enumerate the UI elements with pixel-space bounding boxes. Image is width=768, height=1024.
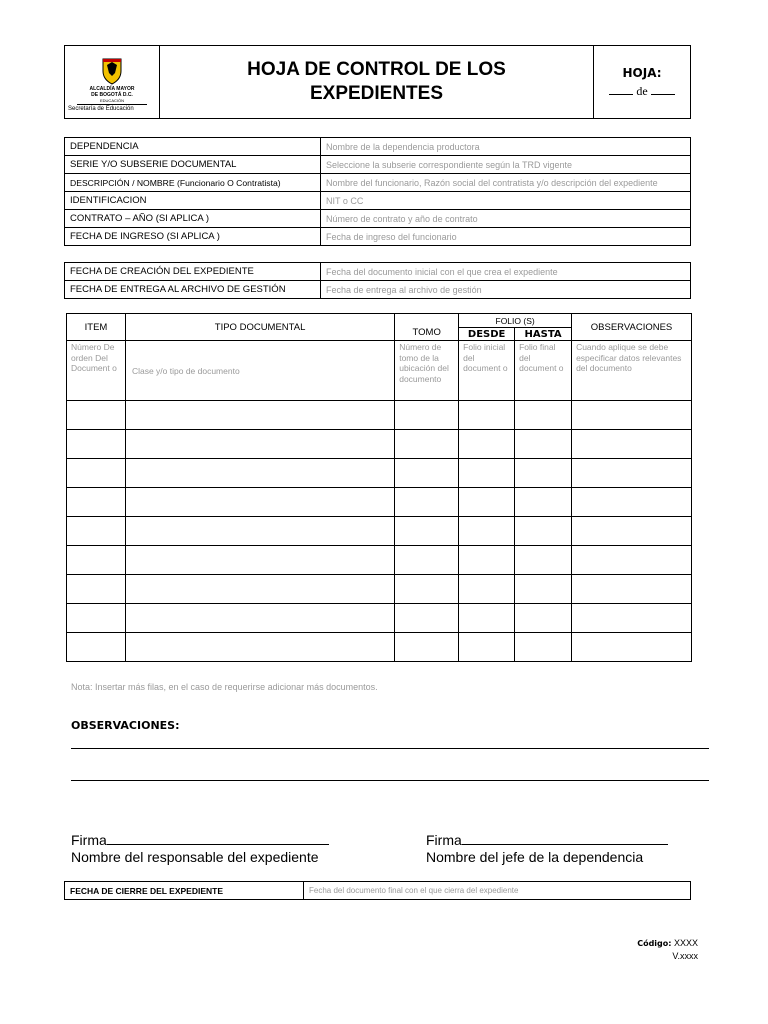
info-value-field[interactable]: Seleccione la subserie correspondiente según la TRD vigente: [321, 156, 691, 174]
cell-tipo[interactable]: [125, 633, 394, 662]
info-label: DESCRIPCIÓN / NOMBRE (Funcionario O Contratista): [65, 174, 321, 192]
cell-item[interactable]: [67, 401, 126, 430]
cell-hasta[interactable]: [515, 430, 572, 459]
col-header-folio: FOLIO (S): [459, 314, 572, 328]
cell-desde[interactable]: [459, 517, 515, 546]
expedient-dates-table: [64, 262, 691, 299]
info-value-field[interactable]: Fecha de ingreso del funcionario: [321, 228, 691, 246]
cell-tipo[interactable]: [125, 546, 394, 575]
cell-tomo[interactable]: [395, 488, 459, 517]
cell-item[interactable]: [67, 633, 126, 662]
info-label: FECHA DE ENTREGA AL ARCHIVO DE GESTIÓN: [65, 281, 321, 299]
signature-name: Nombre del jefe de la dependencia: [426, 849, 644, 865]
cell-hasta[interactable]: [515, 575, 572, 604]
cell-item[interactable]: [67, 546, 126, 575]
cell-observaciones[interactable]: [572, 633, 692, 662]
cell-item[interactable]: [67, 430, 126, 459]
cell-tomo[interactable]: [395, 604, 459, 633]
closing-label: FECHA DE CIERRE DEL EXPEDIENTE: [65, 882, 304, 900]
cell-tipo[interactable]: [125, 575, 394, 604]
cell-tipo[interactable]: [125, 430, 394, 459]
info-label: IDENTIFICACION: [65, 192, 321, 210]
signature-line[interactable]: [107, 832, 329, 845]
page-title-cell: [160, 46, 594, 119]
cell-tipo[interactable]: [125, 517, 394, 546]
signature-block-responsable: [71, 832, 329, 866]
cell-tomo[interactable]: [395, 459, 459, 488]
cell-tipo[interactable]: [125, 401, 394, 430]
sheet-current-field[interactable]: [609, 84, 633, 95]
info-row: [65, 228, 691, 246]
sheet-of-label: de: [636, 83, 648, 98]
cell-hasta[interactable]: [515, 459, 572, 488]
table-row: [67, 546, 692, 575]
cell-observaciones[interactable]: [572, 575, 692, 604]
table-header-row: [67, 314, 692, 328]
cell-hasta[interactable]: [515, 488, 572, 517]
document-list-table: [66, 313, 692, 662]
table-row: [67, 575, 692, 604]
info-label: FECHA DE INGRESO (SI APLICA ): [65, 228, 321, 246]
code-value: XXXX: [673, 938, 698, 948]
page-title: HOJA DE CONTROL DE LOS EXPEDIENTES: [247, 59, 506, 104]
cell-item[interactable]: [67, 517, 126, 546]
table-note: Nota: Insertar más filas, en el caso de requerirse adicionar más documentos.: [71, 682, 378, 692]
observaciones-line-2[interactable]: [71, 780, 709, 781]
logo-line-3: EDUCACIÓN: [77, 98, 147, 105]
info-label: CONTRATO – AÑO (SI APLICA ): [65, 210, 321, 228]
cell-hasta[interactable]: [515, 633, 572, 662]
cell-tomo[interactable]: [395, 633, 459, 662]
hint-tomo: Número de tomo de la ubicación del documento: [395, 341, 459, 401]
document-header: [64, 45, 691, 119]
table-row: [67, 488, 692, 517]
info-value-field[interactable]: Fecha del documento inicial con el que crea el expediente: [321, 263, 691, 281]
cell-item[interactable]: [67, 604, 126, 633]
cell-tipo[interactable]: [125, 604, 394, 633]
table-row: [67, 401, 692, 430]
expedient-info-table: [64, 137, 691, 246]
coat-of-arms-icon: [100, 57, 124, 85]
hint-item: Número De orden Del Document o: [67, 341, 126, 401]
info-label: FECHA DE CREACIÓN DEL EXPEDIENTE: [65, 263, 321, 281]
cell-desde[interactable]: [459, 604, 515, 633]
cell-observaciones[interactable]: [572, 488, 692, 517]
info-value-field[interactable]: Nombre del funcionario, Razón social del contratista y/o descripción del expediente: [321, 174, 691, 192]
table-row: [67, 633, 692, 662]
cell-observaciones[interactable]: [572, 459, 692, 488]
cell-desde[interactable]: [459, 488, 515, 517]
hint-observaciones: Cuando aplique se debe especificar datos relevantes del documento: [572, 341, 692, 401]
cell-tipo[interactable]: [125, 488, 394, 517]
observaciones-line-1[interactable]: [71, 748, 709, 749]
cell-hasta[interactable]: [515, 604, 572, 633]
cell-observaciones[interactable]: [572, 401, 692, 430]
col-header-tomo: TOMO: [395, 314, 459, 341]
cell-desde[interactable]: [459, 430, 515, 459]
col-header-tipo: TIPO DOCUMENTAL: [125, 314, 394, 341]
cell-hasta[interactable]: [515, 401, 572, 430]
hint-desde: Folio inicial del document o: [459, 341, 515, 401]
cell-hasta[interactable]: [515, 517, 572, 546]
info-row: [65, 263, 691, 281]
cell-tomo[interactable]: [395, 546, 459, 575]
cell-tomo[interactable]: [395, 575, 459, 604]
cell-item[interactable]: [67, 459, 126, 488]
cell-observaciones[interactable]: [572, 517, 692, 546]
table-hint-row: [67, 341, 692, 401]
hint-hasta: Folio final del document o: [515, 341, 572, 401]
hint-tipo: Clase y/o tipo de documento: [125, 341, 394, 401]
col-header-hasta: HASTA: [515, 328, 572, 341]
cell-desde[interactable]: [459, 401, 515, 430]
logo-line-2: DE BOGOTÁ D.C.: [91, 91, 133, 98]
observaciones-title: OBSERVACIONES:: [71, 719, 180, 732]
info-row: [65, 156, 691, 174]
info-label: DEPENDENCIA: [65, 138, 321, 156]
info-row: [65, 210, 691, 228]
info-value-field[interactable]: Nombre de la dependencia productora: [321, 138, 691, 156]
cell-tipo[interactable]: [125, 459, 394, 488]
logo-block: [65, 46, 160, 119]
table-row: [67, 517, 692, 546]
cell-observaciones[interactable]: [572, 604, 692, 633]
cell-desde[interactable]: [459, 575, 515, 604]
logo-subtitle: Secretaría de Educación: [68, 105, 134, 112]
info-value-field[interactable]: NIT o CC: [321, 192, 691, 210]
signature-block-jefe: [426, 832, 668, 866]
info-row: [65, 138, 691, 156]
signature-label: Firma: [71, 832, 107, 848]
cell-tomo[interactable]: [395, 401, 459, 430]
info-value-field[interactable]: Número de contrato y año de contrato: [321, 210, 691, 228]
signature-line[interactable]: [462, 832, 668, 845]
document-code: [637, 937, 698, 962]
cell-desde[interactable]: [459, 459, 515, 488]
sheet-count: [594, 84, 690, 99]
cell-item[interactable]: [67, 488, 126, 517]
col-header-desde: DESDE: [459, 328, 515, 341]
sheet-total-field[interactable]: [651, 84, 675, 95]
table-row: [67, 604, 692, 633]
closing-value-field[interactable]: Fecha del documento final con el que cierra del expediente: [304, 882, 691, 900]
info-row: [65, 882, 691, 900]
logo-line-1: ALCALDÍA MAYOR: [89, 85, 135, 92]
closing-date-table: [64, 881, 691, 900]
info-value-field[interactable]: Fecha de entrega al archivo de gestión: [321, 281, 691, 299]
col-header-item: ITEM: [67, 314, 126, 341]
cell-item[interactable]: [67, 575, 126, 604]
col-header-observaciones: OBSERVACIONES: [572, 314, 692, 341]
signature-label: Firma: [426, 832, 462, 848]
info-label: SERIE Y/O SUBSERIE DOCUMENTAL: [65, 156, 321, 174]
cell-desde[interactable]: [459, 633, 515, 662]
code-label: Código:: [637, 939, 672, 948]
info-row: [65, 192, 691, 210]
cell-tomo[interactable]: [395, 430, 459, 459]
version-label: V.xxxx: [672, 951, 698, 961]
cell-desde[interactable]: [459, 546, 515, 575]
table-row: [67, 430, 692, 459]
sheet-label: HOJA:: [622, 65, 662, 80]
cell-tomo[interactable]: [395, 517, 459, 546]
info-row: [65, 281, 691, 299]
table-row: [67, 459, 692, 488]
cell-hasta[interactable]: [515, 546, 572, 575]
sheet-number-cell: [594, 46, 691, 119]
signature-name: Nombre del responsable del expediente: [71, 849, 319, 865]
info-row: [65, 174, 691, 192]
cell-observaciones[interactable]: [572, 546, 692, 575]
cell-observaciones[interactable]: [572, 430, 692, 459]
